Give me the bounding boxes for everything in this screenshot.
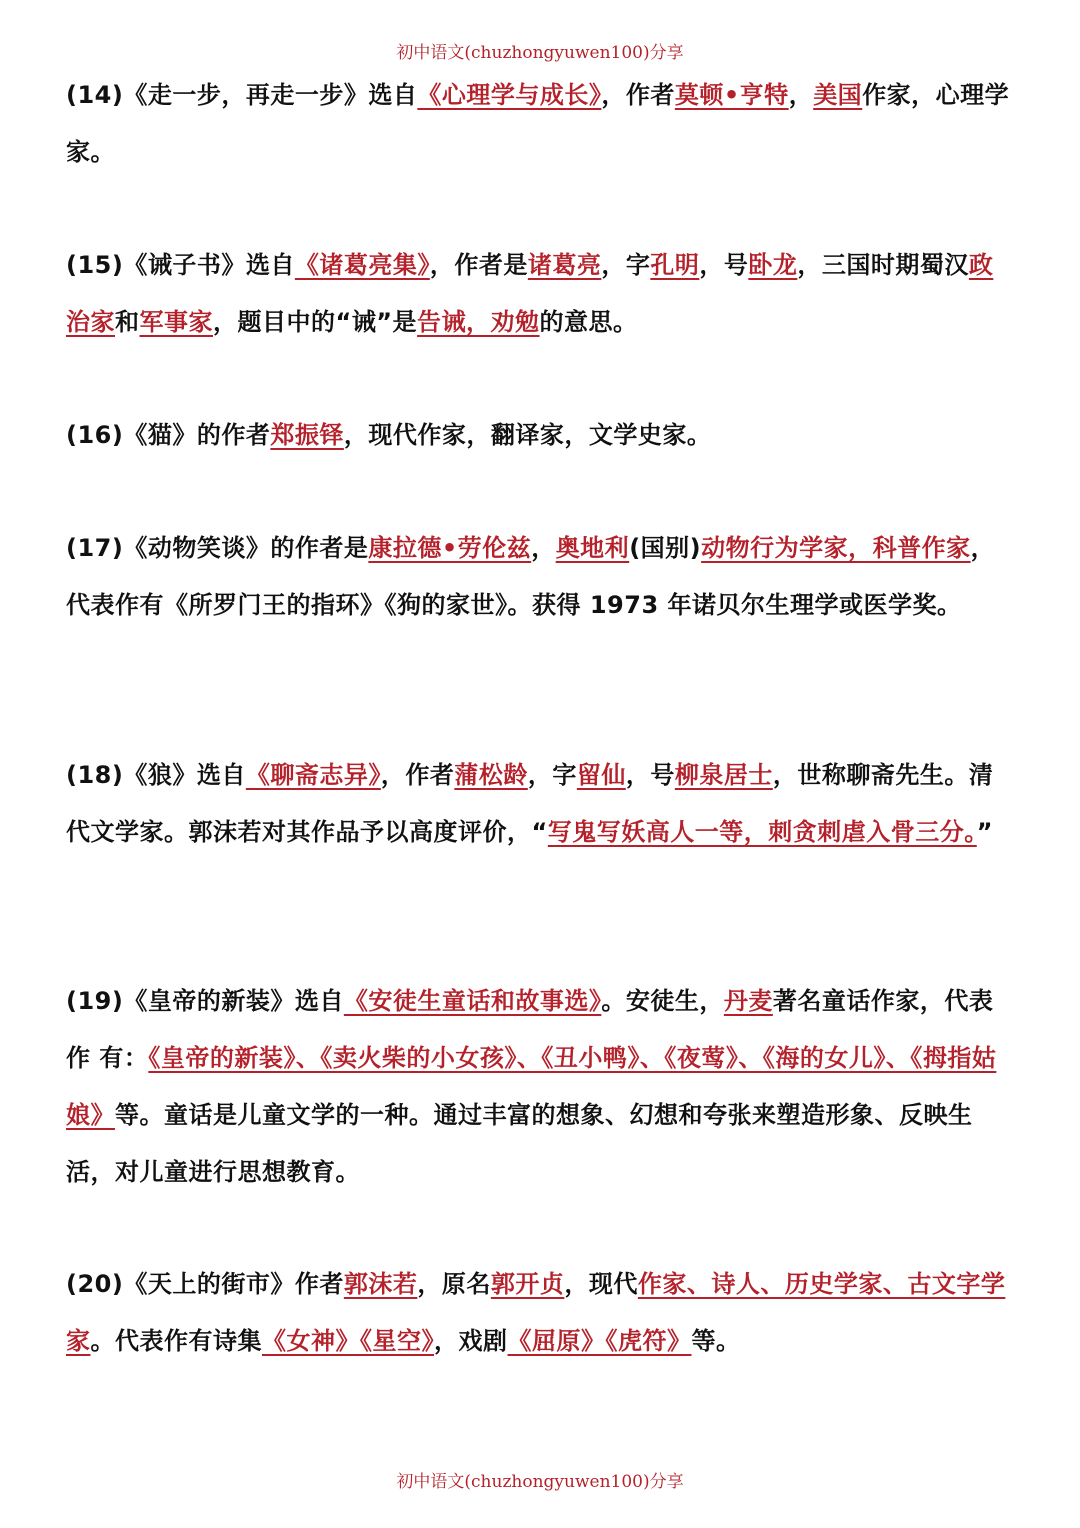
text-segment: ，字 (527, 761, 577, 789)
answer-highlight: 郑振铎 (270, 421, 344, 449)
answer-highlight: 《诸葛亮集》 (294, 251, 430, 279)
text-segment: (17)《动物笑谈》的作者是 (66, 534, 369, 562)
text-segment: 的意思。 (539, 308, 638, 336)
text-segment: ” (976, 818, 994, 846)
text-segment: ，现代作家，翻译家，文学史家。 (343, 421, 712, 449)
text-segment: ，字 (601, 251, 651, 279)
answer-highlight: 诸葛亮 (527, 251, 602, 279)
answer-highlight: 卧龙 (748, 251, 798, 279)
answer-highlight: 奥地利 (555, 534, 630, 562)
text-segment: 等。 (691, 1327, 741, 1355)
text-segment: ，原名 (417, 1270, 491, 1298)
text-segment: (16)《猫》的作者 (66, 421, 271, 449)
answer-highlight: 《心理学与成长》 (417, 81, 602, 109)
answer-highlight: 告诫，劝勉 (417, 308, 540, 336)
text-segment: ，戏剧 (434, 1327, 508, 1355)
entry-14 (66, 67, 1016, 181)
entry-20 (66, 1256, 1016, 1370)
answer-highlight: 美国 (813, 81, 863, 109)
answer-highlight: 《女神》《星空》 (262, 1327, 434, 1355)
text-segment: ， (788, 81, 814, 109)
text-segment: (15)《诫子书》选自 (66, 251, 295, 279)
text-segment: ，题目中的“诫”是 (213, 308, 418, 336)
text-segment: 著名童话作家，代表作 有： (66, 987, 994, 1072)
text-segment: ，作者 (601, 81, 675, 109)
answer-highlight: 《安徒生童话和故事选》 (343, 987, 602, 1015)
answer-highlight: 郭沫若 (343, 1270, 418, 1298)
text-segment: (20)《天上的街市》作者 (66, 1270, 344, 1298)
text-segment: (18)《狼》选自 (66, 761, 246, 789)
answer-highlight: 丹麦 (723, 987, 773, 1015)
entry-18 (66, 747, 1016, 861)
answer-highlight: 作家、诗人、历史学家、古文字学家 (66, 1270, 1006, 1355)
text-segment: 。代表作有诗集 (90, 1327, 262, 1355)
text-segment: 作家，心理学家。 (66, 81, 1010, 166)
text-segment: (14)《走一步，再走一步》选自 (66, 81, 418, 109)
answer-highlight: 《皇帝的新装》、《卖火柴的小女孩》、《丑小鸭》、《夜莺》、《海的女儿》、《拇指姑娘》 (66, 1044, 997, 1129)
answer-highlight: 郭开贞 (490, 1270, 565, 1298)
answer-highlight: 军事家 (139, 308, 213, 336)
answer-highlight: 康拉德•劳伦兹 (368, 534, 532, 562)
text-segment: 等。童话是儿童文学的一种。通过丰富的想象、幻想和夸张来塑造形象、反映生活，对儿童进行思想教育。 (66, 1101, 973, 1186)
text-segment: 。安徒生， (601, 987, 724, 1015)
answer-highlight: 政治家 (66, 251, 994, 336)
text-segment: ，代表作有《所罗门王的指环》《狗的家世》。获得 1973 年诺贝尔生理学或医学奖。 (66, 534, 996, 619)
answer-highlight: 写鬼写妖高人一等，刺贪刺虐入骨三分。 (547, 818, 977, 846)
answer-highlight: 《屈原》《虎符》 (507, 1327, 692, 1355)
text-segment: ，号 (625, 761, 675, 789)
entry-17 (66, 520, 1016, 634)
answer-highlight: 留仙 (576, 761, 626, 789)
text-segment: (国别) (629, 534, 702, 562)
entry-16 (66, 407, 1016, 464)
text-segment: ，作者是 (429, 251, 528, 279)
watermark-footer: 初中语文(chuzhongyuwen100)分享 (396, 1472, 684, 1492)
answer-highlight: 孔明 (650, 251, 700, 279)
text-segment: ，世称聊斋先生。清代文学家。郭沫若对其作品予以高度评价，“ (66, 761, 994, 846)
watermark-header: 初中语文(chuzhongyuwen100)分享 (396, 43, 684, 63)
answer-highlight: 动物行为学家，科普作家 (701, 534, 971, 562)
answer-highlight: 莫顿•亨特 (674, 81, 789, 109)
entry-15 (66, 237, 1016, 351)
answer-highlight: 《聊斋志异》 (245, 761, 381, 789)
text-segment: (19)《皇帝的新装》选自 (66, 987, 344, 1015)
text-segment: 和 (115, 308, 140, 336)
text-segment: ，三国时期蜀汉 (797, 251, 969, 279)
text-segment: ，作者 (380, 761, 455, 789)
text-segment: ， (531, 534, 556, 562)
text-segment: ，号 (699, 251, 749, 279)
text-segment: ，现代 (564, 1270, 638, 1298)
answer-highlight: 柳泉居士 (674, 761, 773, 789)
entry-19 (66, 973, 1016, 1201)
answer-highlight: 蒲松龄 (454, 761, 528, 789)
